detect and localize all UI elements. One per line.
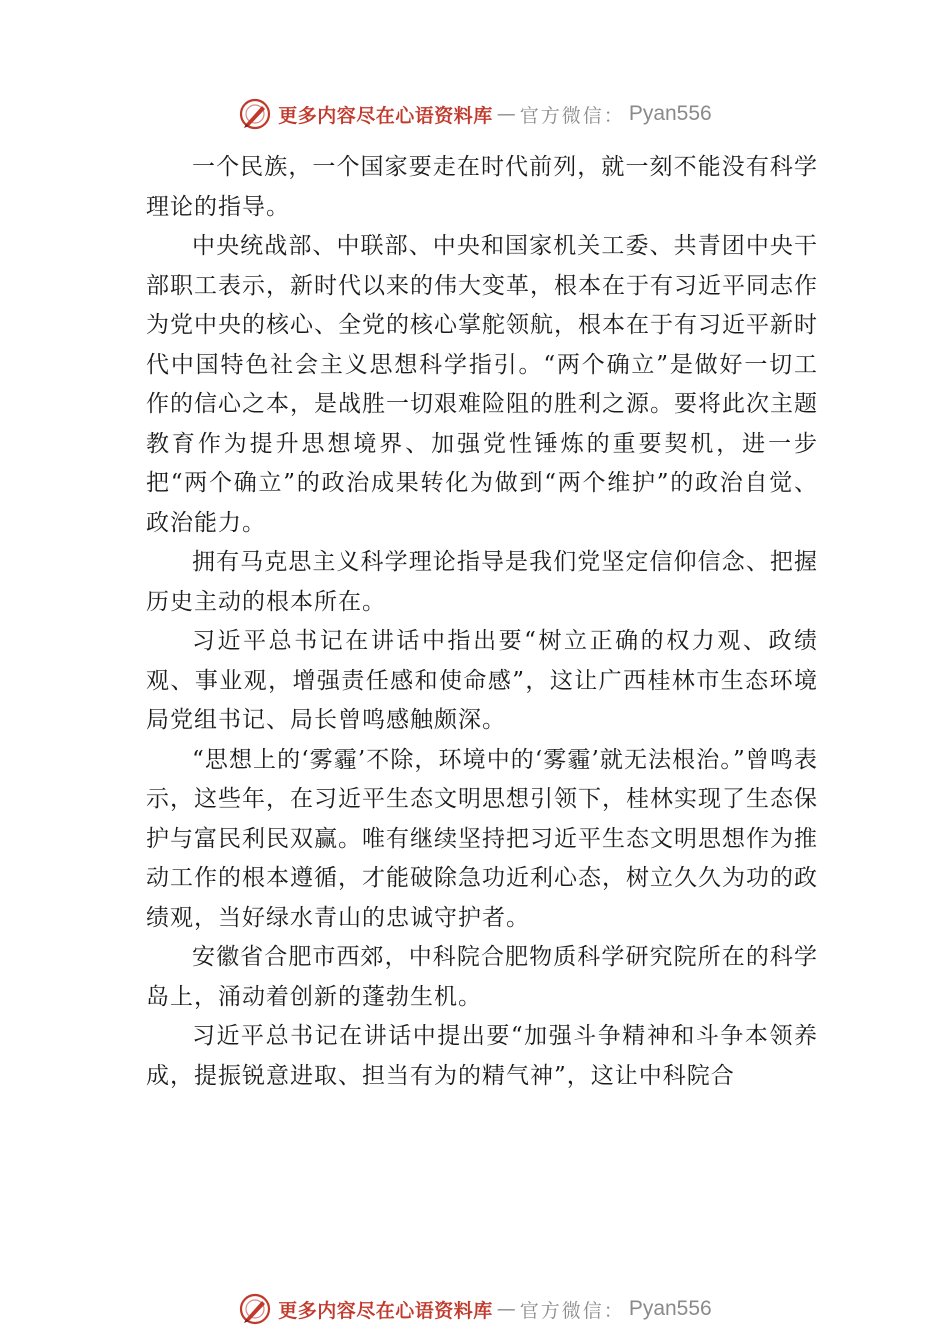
- footer-banner: [0, 1287, 950, 1331]
- footer-brand: 更多内容尽在心语资料库: [278, 1299, 493, 1322]
- footer-wechat-label: 官方微信：: [519, 1299, 625, 1322]
- pen-logo-icon: [238, 97, 272, 131]
- paragraph-3: 拥有马克思主义科学理论指导是我们党坚定信仰信念、把握历史主动的根本所在。: [146, 549, 818, 615]
- footer-wechat-id: Pyan556: [628, 1297, 712, 1320]
- paragraph-4: 习近平总书记在讲话中指出要“树立正确的权力观、政绩观、事业观，增强责任感和使命感”，这让广西桂林市生态环境局党组书记、局长曾鸣感触颇深。: [146, 628, 818, 733]
- header-wechat-label: 官方微信：: [519, 104, 625, 127]
- header-banner: [0, 92, 950, 136]
- header-dash: —: [496, 103, 516, 125]
- header-brand: 更多内容尽在心语资料库: [278, 104, 493, 127]
- pen-logo-icon: [238, 1292, 272, 1326]
- paragraph-1: 一个民族，一个国家要走在时代前列，就一刻不能没有科学理论的指导。: [146, 154, 818, 220]
- paragraph-7: 习近平总书记在讲话中提出要“加强斗争精神和斗争本领养成，提振锐意进取、担当有为的精气神”，这让中科院合: [146, 1023, 818, 1089]
- header-wechat-id: Pyan556: [628, 102, 712, 125]
- paragraph-5: “思想上的‘雾霾’不除，环境中的‘雾霾’就无法根治。”曾鸣表示，这些年，在习近平生态文明思想引领下，桂林实现了生态保护与富民利民双赢。唯有继续坚持把习近平生态文明思想作为推动工作的根本遵循，才能破除急功近利心态，树立久久为功的政绩观，当好绿水青山的忠诚守护者。: [146, 746, 818, 931]
- paragraph-2: 中央统战部、中联部、中央和国家机关工委、共青团中央干部职工表示，新时代以来的伟大变革，根本在于有习近平同志作为党中央的核心、全党的核心掌舵领航，根本在于有习近平新时代中国特色社会主义思想科学指引。“两个确立”是做好一切工作的信心之本，是战胜一切艰难险阻的胜利之源。要将此次主题教育作为提升思想境界、加强党性锤炼的重要契机，进一步把“两个确立”的政治成果转化为做到“两个维护”的政治自觉、政治能力。: [146, 233, 818, 536]
- article-body: [146, 148, 818, 1096]
- paragraph-6: 安徽省合肥市西郊，中科院合肥物质科学研究院所在的科学岛上，涌动着创新的蓬勃生机。: [146, 944, 818, 1010]
- footer-dash: —: [496, 1298, 516, 1320]
